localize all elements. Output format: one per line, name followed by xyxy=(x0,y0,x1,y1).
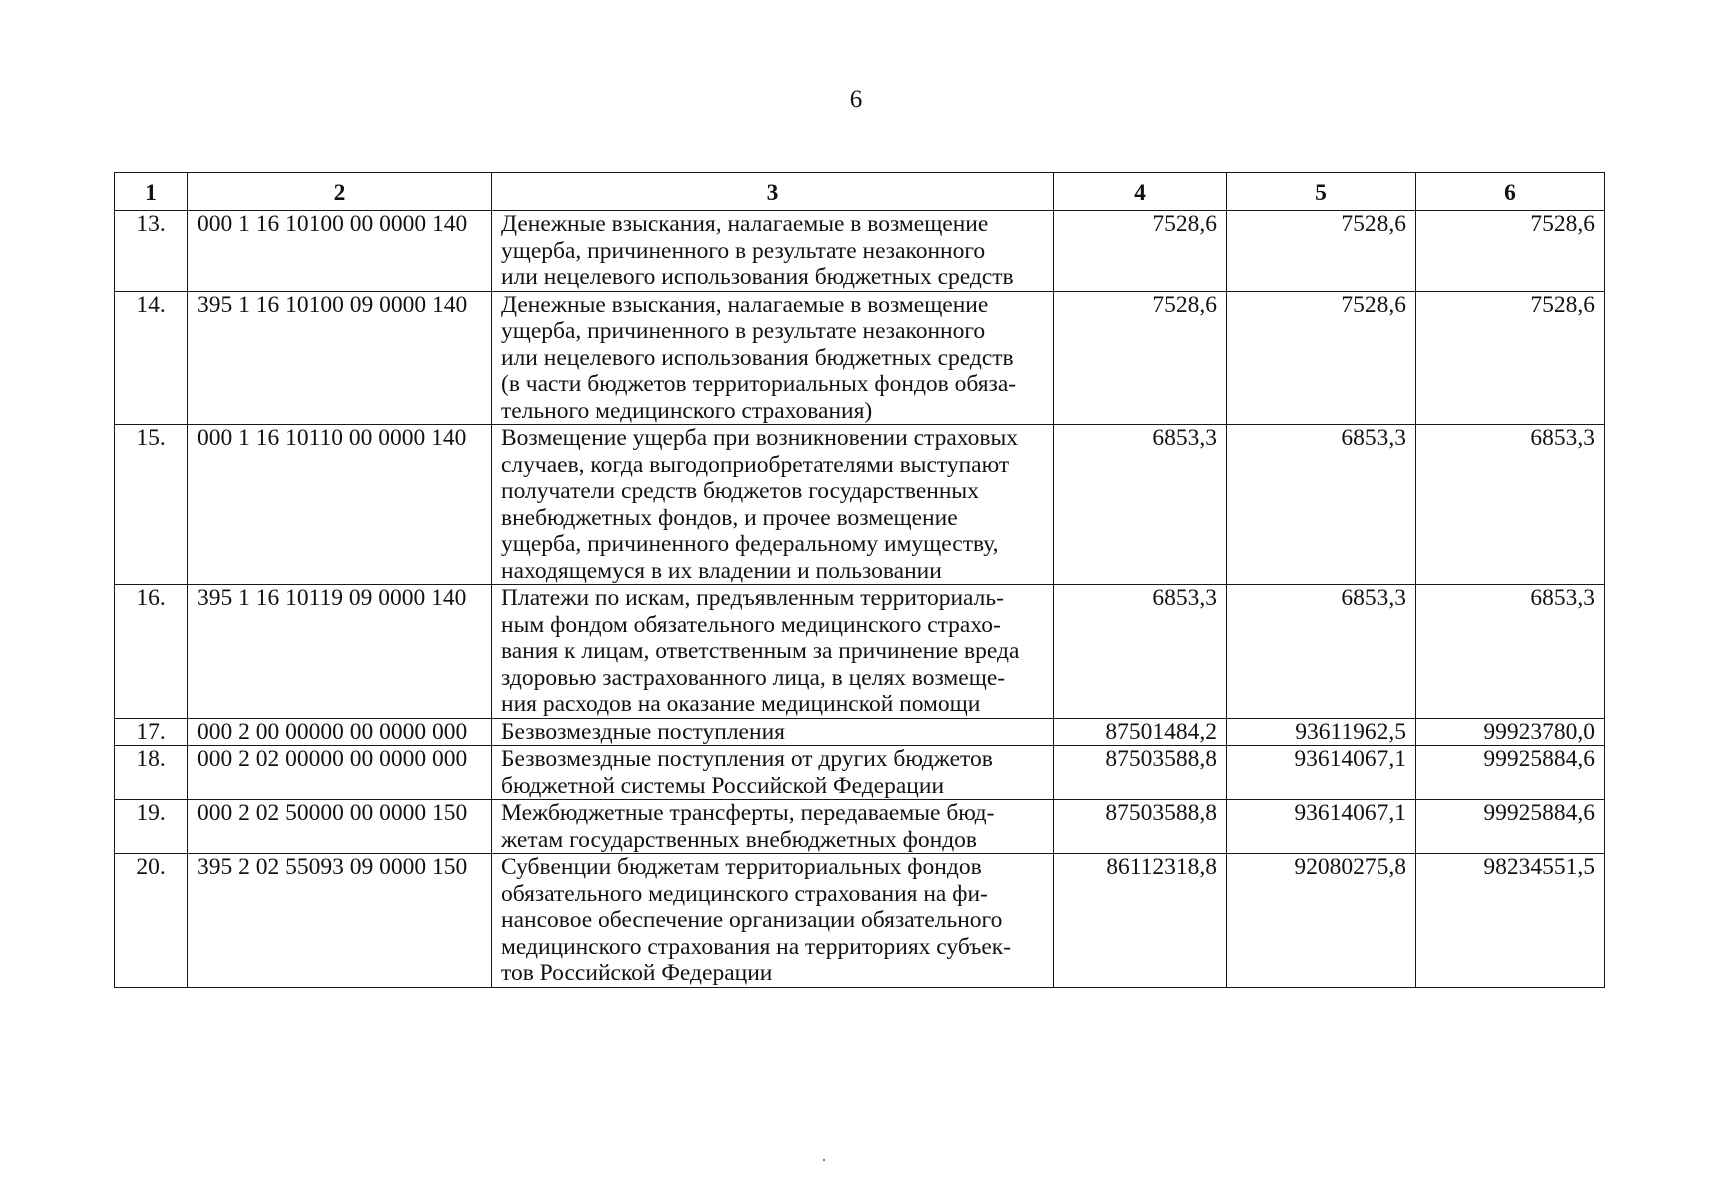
revenue-name-line: ния расходов на оказание медицинской помощи xyxy=(501,691,981,717)
amount-col-6: 99923780,0 xyxy=(1416,718,1605,746)
amount-col-4: 7528,6 xyxy=(1054,291,1227,425)
revenue-name-line: Безвозмездные поступления от других бюджетов xyxy=(501,746,993,772)
row-number: 17. xyxy=(115,718,188,746)
revenue-name xyxy=(492,291,1054,425)
amount-col-5: 6853,3 xyxy=(1227,425,1416,585)
amount-col-6: 6853,3 xyxy=(1416,585,1605,719)
page-number: 6 xyxy=(849,86,863,113)
revenue-name-line: ущерба, причиненного в результате незаконного xyxy=(501,237,986,264)
column-header: 2 xyxy=(188,173,492,211)
revenue-name-line: Межбюджетные трансферты, передаваемые бюд- xyxy=(501,800,995,826)
table-header-row xyxy=(115,173,1605,211)
revenue-name-line: или нецелевого использования бюджетных средств xyxy=(501,264,1014,290)
column-header: 3 xyxy=(492,173,1054,211)
revenue-name xyxy=(492,746,1054,800)
revenue-name-line: Платежи по искам, предъявленным территориаль- xyxy=(501,585,1004,611)
budget-classification-code: 000 2 02 50000 00 0000 150 xyxy=(188,800,492,854)
amount-col-4: 6853,3 xyxy=(1054,425,1227,585)
budget-classification-code: 395 2 02 55093 09 0000 150 xyxy=(188,854,492,988)
revenue-name-line: ным фондом обязательного медицинского страхо- xyxy=(501,611,1001,638)
budget-classification-code: 000 2 02 00000 00 0000 000 xyxy=(188,746,492,800)
amount-col-4: 87501484,2 xyxy=(1054,718,1227,746)
budget-classification-code: 000 1 16 10100 00 0000 140 xyxy=(188,211,492,292)
column-header: 5 xyxy=(1227,173,1416,211)
table-row xyxy=(115,800,1605,854)
amount-col-4: 7528,6 xyxy=(1054,211,1227,292)
amount-col-4: 86112318,8 xyxy=(1054,854,1227,988)
scan-speck xyxy=(823,1159,825,1161)
budget-classification-code: 395 1 16 10100 09 0000 140 xyxy=(188,291,492,425)
revenue-name-line: находящемуся в их владении и пользовании xyxy=(501,557,942,584)
row-number: 20. xyxy=(115,854,188,988)
amount-col-4: 87503588,8 xyxy=(1054,746,1227,800)
table-row xyxy=(115,425,1605,585)
revenue-name-line: внебюджетных фондов, и прочее возмещение xyxy=(501,504,958,531)
row-number: 14. xyxy=(115,291,188,425)
amount-col-5: 6853,3 xyxy=(1227,585,1416,719)
amount-col-4: 6853,3 xyxy=(1054,585,1227,719)
revenue-name xyxy=(492,425,1054,585)
row-number: 13. xyxy=(115,211,188,292)
revenue-name-line: получатели средств бюджетов государственных xyxy=(501,478,979,504)
revenue-name-line: тельного медицинского страхования) xyxy=(501,397,873,424)
amount-col-4: 87503588,8 xyxy=(1054,800,1227,854)
amount-col-5: 7528,6 xyxy=(1227,291,1416,425)
revenue-name xyxy=(492,718,1054,746)
revenue-name xyxy=(492,585,1054,719)
revenue-name-line: Безвозмездные поступления xyxy=(501,718,785,745)
amount-col-5: 93614067,1 xyxy=(1227,800,1416,854)
row-number: 18. xyxy=(115,746,188,800)
revenue-name-line: жетам государственных внебюджетных фондов xyxy=(501,826,978,853)
revenue-name-line: Денежные взыскания, налагаемые в возмещение xyxy=(501,291,989,318)
amount-col-6: 98234551,5 xyxy=(1416,854,1605,988)
revenue-name-line: Денежные взыскания, налагаемые в возмещение xyxy=(501,211,989,237)
table-row xyxy=(115,291,1605,425)
revenue-table xyxy=(114,172,1605,988)
revenue-name-line: тов Российской Федерации xyxy=(501,960,773,986)
amount-col-6: 99925884,6 xyxy=(1416,800,1605,854)
table-row xyxy=(115,211,1605,292)
revenue-name-line: ущерба, причиненного в результате незаконного xyxy=(501,318,986,344)
column-header: 6 xyxy=(1416,173,1605,211)
amount-col-6: 7528,6 xyxy=(1416,211,1605,292)
revenue-name-line: (в части бюджетов территориальных фондов обяза- xyxy=(501,371,1017,397)
budget-classification-code: 000 1 16 10110 00 0000 140 xyxy=(188,425,492,585)
amount-col-6: 7528,6 xyxy=(1416,291,1605,425)
revenue-name-line: Субвенции бюджетам территориальных фондов xyxy=(501,854,982,880)
amount-col-6: 6853,3 xyxy=(1416,425,1605,585)
budget-classification-code: 000 2 00 00000 00 0000 000 xyxy=(188,718,492,746)
row-number: 15. xyxy=(115,425,188,585)
amount-col-5: 7528,6 xyxy=(1227,211,1416,292)
amount-col-5: 93611962,5 xyxy=(1227,718,1416,746)
row-number: 19. xyxy=(115,800,188,854)
amount-col-5: 92080275,8 xyxy=(1227,854,1416,988)
revenue-name-line: здоровью застрахованного лица, в целях возмеще- xyxy=(501,664,1006,691)
amount-col-6: 99925884,6 xyxy=(1416,746,1605,800)
revenue-name-line: Возмещение ущерба при возникновении страховых xyxy=(501,425,1018,451)
revenue-name-line: случаев, когда выгодоприобретателями выступают xyxy=(501,451,1010,478)
revenue-name-line: нансовое обеспечение организации обязательного xyxy=(501,907,1003,933)
table-row xyxy=(115,718,1605,746)
revenue-name xyxy=(492,800,1054,854)
revenue-name-line: вания к лицам, ответственным за причинение вреда xyxy=(501,638,1020,664)
column-header: 1 xyxy=(115,173,188,211)
budget-classification-code: 395 1 16 10119 09 0000 140 xyxy=(188,585,492,719)
revenue-name-line: бюджетной системы Российской Федерации xyxy=(501,772,945,799)
revenue-name-line: ущерба, причиненного федеральному имуществу, xyxy=(501,531,999,557)
amount-col-5: 93614067,1 xyxy=(1227,746,1416,800)
table-row xyxy=(115,746,1605,800)
revenue-name xyxy=(492,854,1054,988)
revenue-name-line: медицинского страхования на территориях субъек- xyxy=(501,933,1012,960)
revenue-name-line: или нецелевого использования бюджетных средств xyxy=(501,344,1014,371)
row-number: 16. xyxy=(115,585,188,719)
revenue-name xyxy=(492,211,1054,292)
revenue-name-line: обязательного медицинского страхования на фи- xyxy=(501,880,988,907)
table-row xyxy=(115,585,1605,719)
column-header: 4 xyxy=(1054,173,1227,211)
table-row xyxy=(115,854,1605,988)
